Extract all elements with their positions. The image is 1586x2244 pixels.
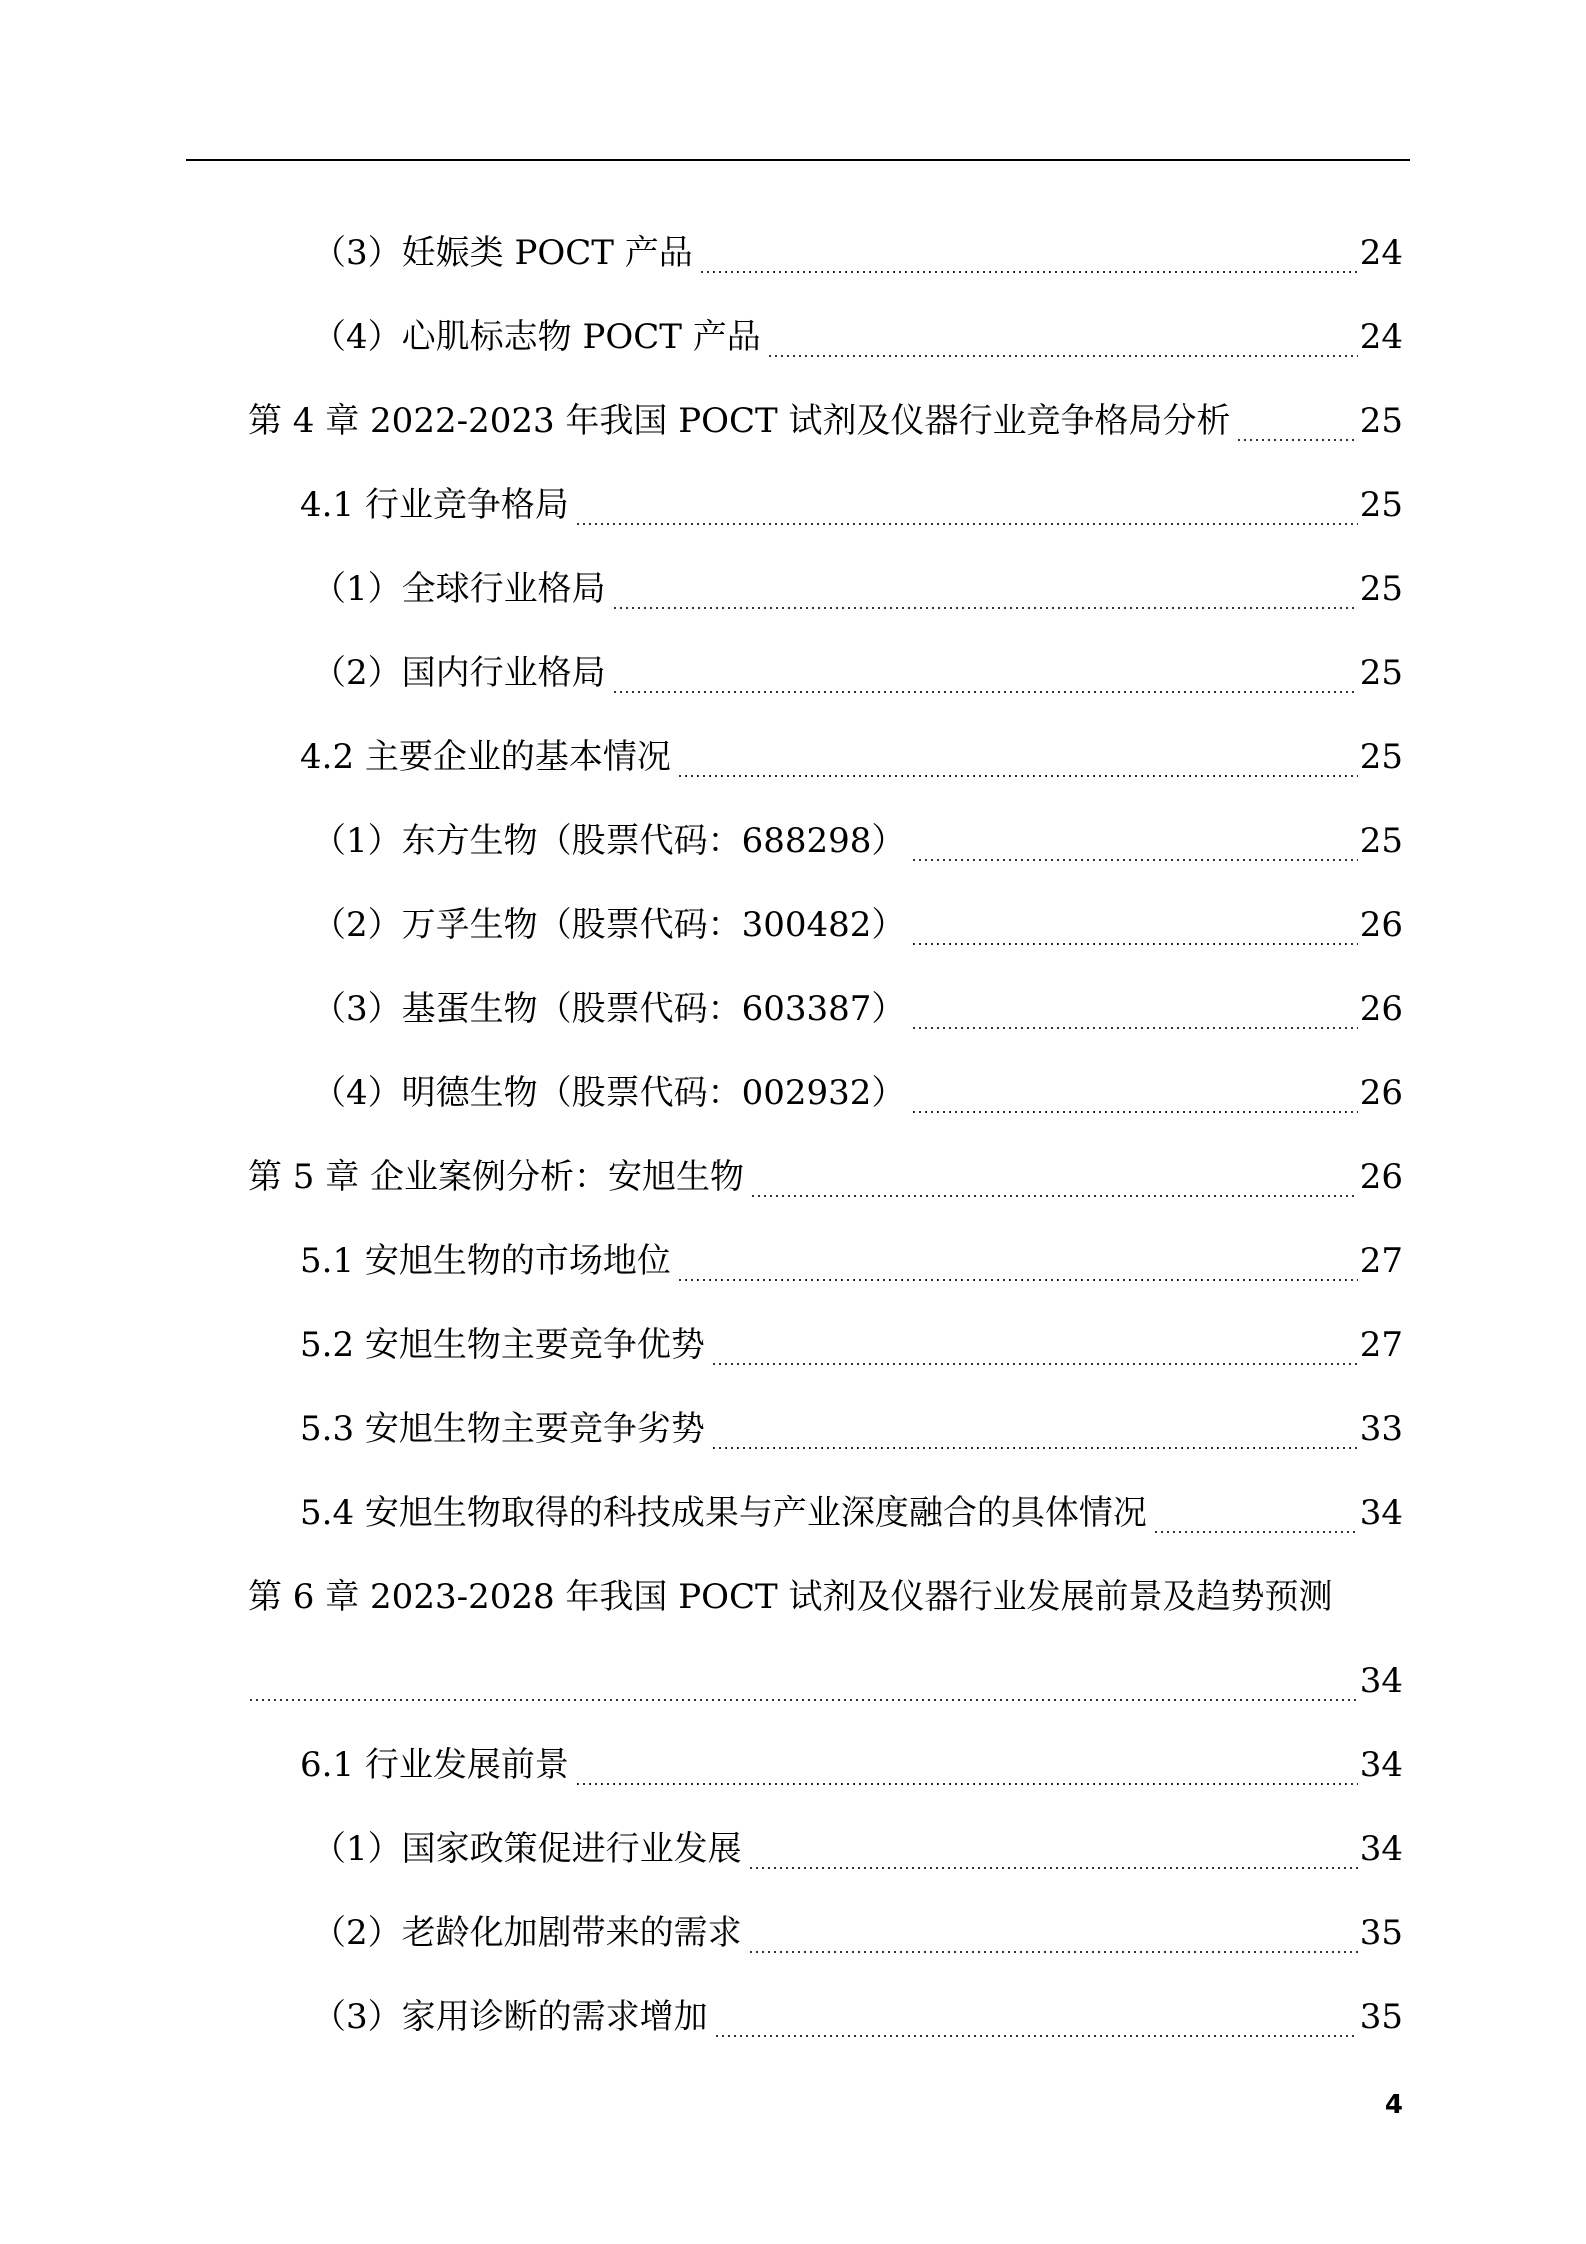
toc-entry-page: 27 xyxy=(1359,1325,1403,1365)
dot-leader xyxy=(1236,439,1357,441)
toc-entry-title: 第 6 章 2023-2028 年我国 POCT 试剂及仪器行业发展前景及趋势预测 xyxy=(248,1577,1333,1617)
toc-entry-title: （1）国家政策促进行业发展 xyxy=(312,1829,742,1869)
dot-leader xyxy=(1153,1531,1358,1533)
dot-leader xyxy=(711,1363,1358,1365)
toc-section-entry[interactable] xyxy=(300,1723,1403,1807)
toc-entry[interactable] xyxy=(312,1051,1403,1135)
toc-entry-page: 33 xyxy=(1359,1409,1403,1449)
toc-entry[interactable] xyxy=(312,547,1403,631)
page-number: 4 xyxy=(1384,2090,1403,2120)
toc-entry[interactable] xyxy=(312,1891,1403,1975)
toc-entry-page: 34 xyxy=(1359,1493,1403,1533)
toc-entry-title: 5.2 安旭生物主要竞争优势 xyxy=(300,1325,705,1365)
toc-entry-title: （4）明德生物（股票代码：002932） xyxy=(312,1073,906,1113)
toc-entry-title: （3）妊娠类 POCT 产品 xyxy=(312,233,693,273)
toc-entry[interactable] xyxy=(312,631,1403,715)
toc-entry-title: 5.3 安旭生物主要竞争劣势 xyxy=(300,1409,705,1449)
toc-entry-title: 第 4 章 2022-2023 年我国 POCT 试剂及仪器行业竞争格局分析 xyxy=(248,401,1231,441)
toc-entry-title: 5.1 安旭生物的市场地位 xyxy=(300,1241,671,1281)
dot-leader xyxy=(911,943,1357,945)
toc-entry-title: 4.2 主要企业的基本情况 xyxy=(300,737,671,777)
toc-entry-page: 35 xyxy=(1359,1913,1403,1953)
toc-entry-page: 25 xyxy=(1359,821,1403,861)
toc-entry-page: 34 xyxy=(1359,1829,1403,1869)
toc-entry[interactable] xyxy=(312,1807,1403,1891)
toc-entry-title: （3）家用诊断的需求增加 xyxy=(312,1997,708,2037)
toc-entry[interactable] xyxy=(312,211,1403,295)
toc-chapter-entry[interactable] xyxy=(248,1135,1403,1219)
toc-entry-page: 25 xyxy=(1359,401,1403,441)
toc-section-entry[interactable] xyxy=(300,1471,1403,1555)
toc-entry-page: 26 xyxy=(1359,1073,1403,1113)
toc-entry-title: 5.4 安旭生物取得的科技成果与产业深度融合的具体情况 xyxy=(300,1493,1147,1533)
dot-leader xyxy=(711,1447,1358,1449)
dot-leader xyxy=(248,1699,1358,1701)
dot-leader xyxy=(677,775,1358,777)
toc-entry-page: 26 xyxy=(1359,905,1403,945)
dot-leader xyxy=(575,523,1358,525)
toc-entry-title: （1）全球行业格局 xyxy=(312,569,606,609)
toc-section-entry[interactable] xyxy=(300,1219,1403,1303)
dot-leader xyxy=(911,1111,1357,1113)
toc-entry-title: （3）基蛋生物（股票代码：603387） xyxy=(312,989,906,1029)
toc-entry-page: 25 xyxy=(1359,653,1403,693)
toc-entry-page: 25 xyxy=(1359,569,1403,609)
toc-entry-title: （2）老龄化加剧带来的需求 xyxy=(312,1913,742,1953)
toc-section-entry[interactable] xyxy=(300,715,1403,799)
toc-entry-page: 25 xyxy=(1359,737,1403,777)
dot-leader xyxy=(612,691,1358,693)
toc-entry-page: 26 xyxy=(1359,1157,1403,1197)
toc-section-entry[interactable] xyxy=(300,1387,1403,1471)
dot-leader xyxy=(714,2035,1358,2037)
toc-entry[interactable] xyxy=(312,967,1403,1051)
toc-section-entry[interactable] xyxy=(300,463,1403,547)
dot-leader xyxy=(911,1027,1357,1029)
toc-entry[interactable] xyxy=(312,1975,1403,2059)
toc-chapter-entry-continuation[interactable] xyxy=(248,1639,1403,1723)
toc-entry-page: 24 xyxy=(1359,233,1403,273)
toc-entry-page: 25 xyxy=(1359,485,1403,525)
toc-entry-page: 24 xyxy=(1359,317,1403,357)
toc-entry-title: （4）心肌标志物 POCT 产品 xyxy=(312,317,761,357)
dot-leader xyxy=(767,355,1358,357)
toc-entry[interactable] xyxy=(312,883,1403,967)
toc-chapter-entry[interactable] xyxy=(248,379,1403,463)
dot-leader xyxy=(575,1783,1358,1785)
toc-entry-page: 26 xyxy=(1359,989,1403,1029)
toc-entry-title: （2）国内行业格局 xyxy=(312,653,606,693)
toc-entry-title: 第 5 章 企业案例分析：安旭生物 xyxy=(248,1157,745,1197)
toc-entry[interactable] xyxy=(312,799,1403,883)
dot-leader xyxy=(612,607,1358,609)
toc-entry-title: （2）万孚生物（股票代码：300482） xyxy=(312,905,906,945)
dot-leader xyxy=(677,1279,1358,1281)
dot-leader xyxy=(748,1951,1358,1953)
toc-entry-page: 35 xyxy=(1359,1997,1403,2037)
toc-entry-page: 34 xyxy=(1359,1661,1403,1701)
toc-chapter-entry[interactable] xyxy=(248,1555,1332,1639)
toc-entry-title: 4.1 行业竞争格局 xyxy=(300,485,569,525)
dot-leader xyxy=(699,271,1358,273)
dot-leader xyxy=(748,1867,1358,1869)
dot-leader xyxy=(911,859,1357,861)
toc-section-entry[interactable] xyxy=(300,1303,1403,1387)
toc-entry-title: 6.1 行业发展前景 xyxy=(300,1745,569,1785)
toc-entry-title: （1）东方生物（股票代码：688298） xyxy=(312,821,906,861)
toc-entry[interactable] xyxy=(312,295,1403,379)
toc-entry-page: 34 xyxy=(1359,1745,1403,1785)
toc-entry-page: 27 xyxy=(1359,1241,1403,1281)
dot-leader xyxy=(750,1195,1358,1197)
